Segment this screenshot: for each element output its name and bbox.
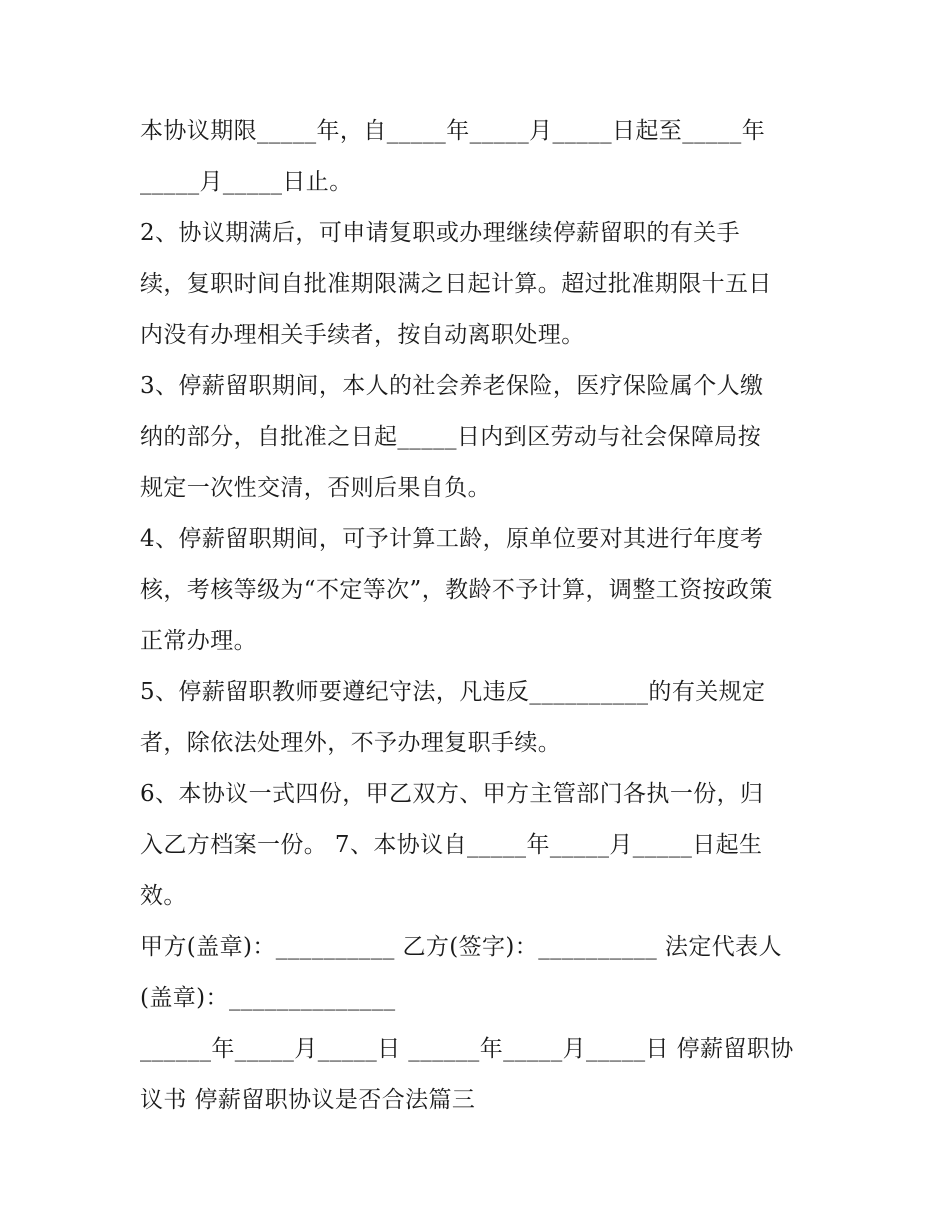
clause-6-line: 6、本协议一式四份，甲乙双方、甲方主管部门各执一份，归: [140, 781, 764, 807]
clause-7-line: 入乙方档案一份。 7、本协议自_____年_____月_____日起生: [140, 832, 763, 858]
clause-2-line: 2、协议期满后，可申请复职或办理继续停薪留职的有关手: [140, 220, 741, 246]
signature-line: 甲方(盖章)：__________ 乙方(签字)：__________ 法定代表人: [140, 934, 782, 960]
text-line: 规定一次性交清，否则后果自负。: [140, 475, 491, 501]
text-line: 纳的部分，自批准之日起_____日内到区劳动与社会保障局按: [140, 424, 762, 450]
clause-4-line: 4、停薪留职期间，可予计算工龄，原单位要对其进行年度考: [140, 526, 764, 552]
clause-5-line: 5、停薪留职教师要遵纪守法，凡违反__________的有关规定: [140, 679, 766, 705]
section-title-line: 议书 停薪留职协议是否合法篇三: [140, 1087, 476, 1113]
clause-3-line: 3、停薪留职期间，本人的社会养老保险，医疗保险属个人缴: [140, 373, 764, 399]
text-line: 续，复职时间自批准期限满之日起计算。超过批准期限十五日: [140, 271, 772, 297]
text-line: 效。: [140, 883, 187, 909]
text-line: 正常办理。: [140, 628, 257, 654]
text-line: 内没有办理相关手续者，按自动离职处理。: [140, 322, 585, 348]
agreement-text: [140, 108, 820, 1128]
text-line: 者，除依法处理外，不予办理复职手续。: [140, 730, 562, 756]
text-line: 本协议期限_____年，自_____年_____月_____日起至_____年: [140, 118, 766, 144]
signature-line: (盖章)：______________: [140, 985, 396, 1011]
text-line: _____月_____日止。: [140, 169, 353, 195]
date-line: ______年_____月_____日 ______年_____月_____日 停薪留职协: [140, 1036, 794, 1062]
text-line: 核，考核等级为“不定等次”，教龄不予计算，调整工资按政策: [140, 577, 773, 603]
